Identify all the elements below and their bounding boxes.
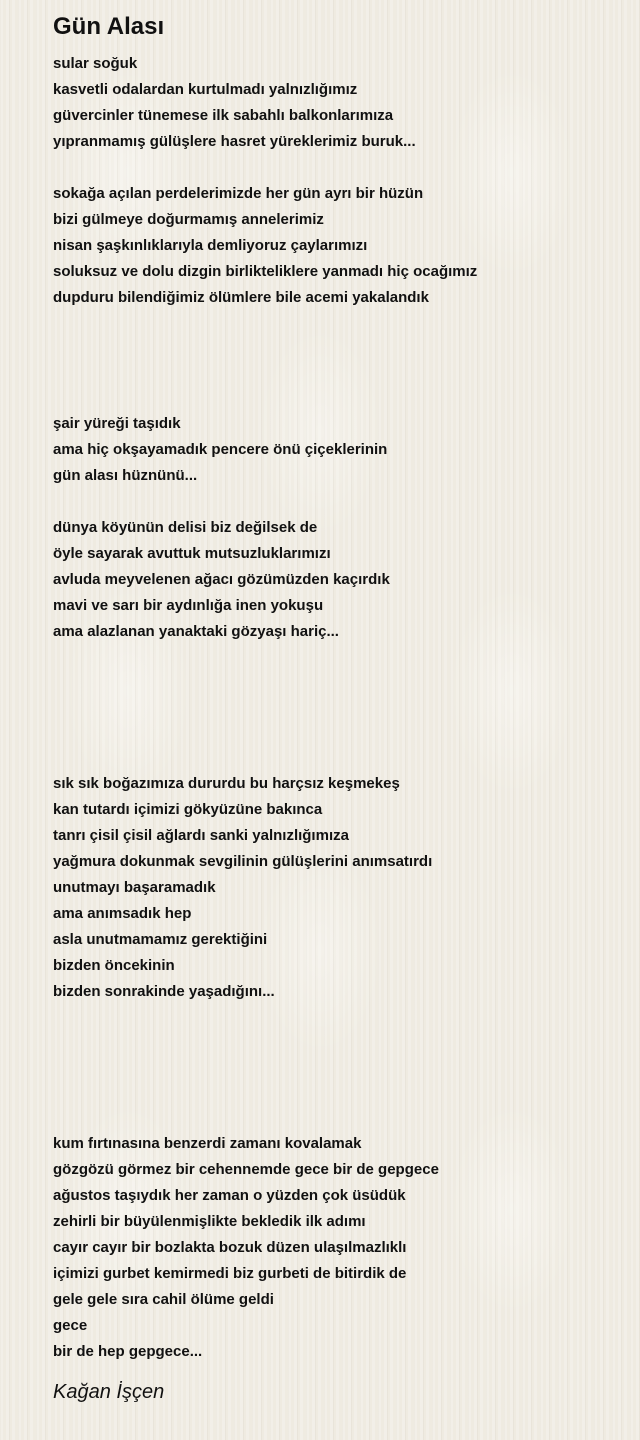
stanza-4 (53, 515, 390, 645)
poem-line: tanrı çisil çisil ağlardı sanki yalnızlığımıza (53, 827, 349, 844)
poem-line: güvercinler tünemese ilk sabahlı balkonlarımıza (53, 107, 394, 124)
poem-line: unutmayı başaramadık (53, 879, 216, 896)
poem-line: asla unutmamamız gerektiğini (53, 931, 268, 948)
poem-line: şair yüreği taşıdık (53, 415, 181, 432)
poem-line: ama alazlanan yanaktaki gözyaşı hariç... (53, 623, 339, 640)
stanza-1 (53, 51, 416, 155)
poem-line: sular soğuk (53, 55, 138, 72)
stanza-5 (53, 771, 432, 1005)
poem-line: dünya köyünün delisi biz değilsek de (53, 519, 318, 536)
poem-line: gözgözü görmez bir cehennemde gece bir de gepgece (53, 1161, 439, 1178)
poem-line: dupduru bilendiğimiz ölümlere bile acemi yakalandık (53, 289, 429, 306)
poem-line: ama hiç okşayamadık pencere önü çiçeklerinin (53, 441, 388, 458)
poem-line: avluda meyvelenen ağacı gözümüzden kaçırdık (53, 571, 390, 588)
poem-line: zehirli bir büyülenmişlikte bekledik ilk adımı (53, 1213, 366, 1230)
poem-line: içimizi gurbet kemirmedi biz gurbeti de bitirdik de (53, 1265, 407, 1282)
stanza-3 (53, 411, 387, 489)
poem-author: Kağan İşçen (53, 1381, 165, 1403)
poem-line: cayır cayır bir bozlakta bozuk düzen ulaşılmazlıklı (53, 1239, 407, 1256)
poem-line: bizi gülmeye doğurmamış annelerimiz (53, 211, 324, 228)
poem-line: ağustos taşıydık her zaman o yüzden çok üsüdük (53, 1187, 406, 1204)
poem-line: kan tutardı içimizi gökyüzüne bakınca (53, 801, 323, 818)
poem-line: sokağa açılan perdelerimizde her gün ayrı bir hüzün (53, 185, 424, 202)
poem-line: bizden sonrakinde yaşadığını... (53, 983, 275, 1000)
poem-line: gece (53, 1317, 88, 1334)
poem-title: Gün Alası (53, 13, 165, 40)
poem-line: soluksuz ve dolu dizgin birlikteliklere yanmadı hiç ocağımız (53, 263, 478, 280)
poem-line: bizden öncekinin (53, 957, 175, 974)
poem-line: bir de hep gepgece... (53, 1343, 203, 1360)
poem-line: yıpranmamış gülüşlere hasret yüreklerimiz buruk... (53, 133, 416, 150)
poem-line: ama anımsadık hep (53, 905, 192, 922)
poem-line: sık sık boğazımıza dururdu bu harçsız keşmekeş (53, 775, 400, 792)
poem-line: kum fırtınasına benzerdi zamanı kovalamak (53, 1135, 362, 1152)
poem-line: öyle sayarak avuttuk mutsuzluklarımızı (53, 545, 331, 562)
stanza-2 (53, 181, 477, 311)
poem-line: nisan şaşkınlıklarıyla demliyoruz çaylarımızı (53, 237, 368, 254)
poem-line: gele gele sıra cahil ölüme geldi (53, 1291, 274, 1308)
poem-line: kasvetli odalardan kurtulmadı yalnızlığımız (53, 81, 358, 98)
poem-line: yağmura dokunmak sevgilinin gülüşlerini anımsatırdı (53, 853, 433, 870)
poem-line: gün alası hüznünü... (53, 467, 198, 484)
stanza-6 (53, 1131, 439, 1365)
poem-line: mavi ve sarı bir aydınlığa inen yokuşu (53, 597, 324, 614)
